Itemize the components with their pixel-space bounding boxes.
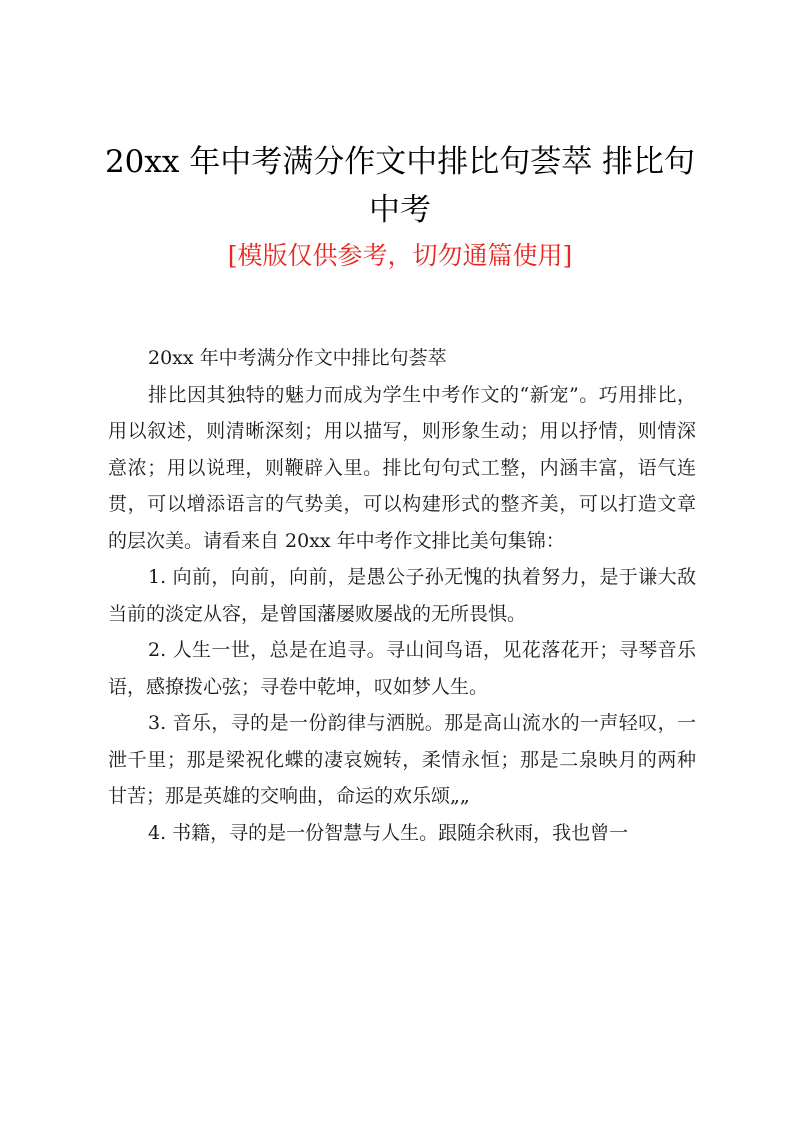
template-notice: [模版仅供参考，切勿通篇使用]: [227, 241, 573, 270]
paragraph-intro: 排比因其独特的魅力而成为学生中考作文的“新宠”。巧用排比，用以叙述，则清晰深刻；用以描写，则形象生动；用以抒情，则情深意浓；用以说理，则鞭辟入里。排比句句式工整，内涵丰富，语气连贯，可以增添语言的气势美，可以构建形式的整齐美，可以打造文章的层次美。请看来自 20xx 年中考作文排比美句集锦：: [108, 383, 696, 552]
document-body: [108, 340, 696, 851]
paragraph-item-2: 2. 人生一世，总是在追寻。寻山间鸟语，见花落花开；寻琴音乐语，感撩拨心弦；寻卷中乾坤，叹如梦人生。: [108, 639, 696, 698]
paragraph-item-1: 1. 向前，向前，向前，是愚公子孙无愧的执着努力，是于谦大敌当前的淡定从容，是曾国藩屡败屡战的无所畏惧。: [108, 566, 696, 625]
document-title: 20xx 年中考满分作文中排比句荟萃 排比句中考: [104, 144, 696, 228]
paragraph-item-4: 4. 书籍，寻的是一份智慧与人生。跟随余秋雨，我也曾一: [148, 821, 629, 844]
paragraph-heading: 20xx 年中考满分作文中排比句荟萃: [148, 347, 447, 369]
paragraph-item-3: 3. 音乐，寻的是一份韵律与洒脱。那是高山流水的一声轻叹，一泄千里；那是梁祝化蝶的凄哀婉转，柔情永恒；那是二泉映月的两种甘苦；那是英雄的交响曲，命运的欢乐颂„„: [108, 712, 696, 807]
